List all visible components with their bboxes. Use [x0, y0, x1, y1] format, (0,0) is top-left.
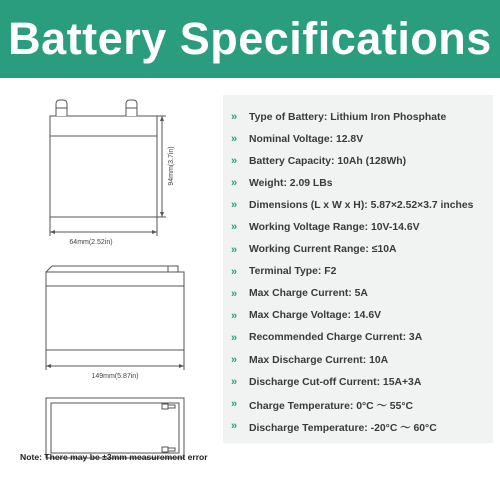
spec-text: Working Current Range: ≤10A [249, 244, 397, 256]
spec-item [231, 172, 493, 194]
measurement-note: Note: There may be ±3mm measurement error [20, 452, 208, 462]
chevron-bullet-icon: » [231, 221, 238, 234]
chevron-bullet-icon: » [231, 199, 238, 212]
front-view-diagram [50, 100, 166, 236]
spec-item [231, 261, 493, 283]
side-view-diagram [46, 266, 184, 370]
spec-text: Charge Temperature: 0°C ～ 55°C [249, 400, 414, 412]
spec-item [231, 150, 493, 172]
spec-list [231, 106, 493, 437]
height-dimension-label: 94mm(3.7in) [168, 146, 175, 186]
spec-text: Max Discharge Current: 10A [249, 354, 389, 366]
spec-item [231, 106, 493, 128]
spec-item [231, 327, 493, 349]
chevron-bullet-icon: » [231, 265, 238, 278]
chevron-bullet-icon: » [231, 354, 238, 367]
spec-item [231, 194, 493, 216]
chevron-bullet-icon: » [231, 177, 238, 190]
chevron-bullet-icon: » [231, 155, 238, 168]
spec-item [231, 349, 493, 371]
chevron-bullet-icon: » [231, 111, 238, 123]
spec-text: Dimensions (L x W x H): 5.87×2.52×3.7 inches [249, 199, 474, 211]
length-dimension-label: 149mm(5.87in) [91, 373, 139, 380]
spec-text: Weight: 2.09 LBs [249, 177, 333, 189]
spec-text: Terminal Type: F2 [249, 266, 337, 278]
spec-text: Max Charge Voltage: 14.6V [249, 310, 382, 322]
chevron-bullet-icon: » [231, 309, 238, 322]
spec-item [231, 239, 493, 261]
spec-item [231, 415, 493, 437]
spec-text: Nominal Voltage: 12.8V [249, 133, 364, 145]
spec-text: Max Charge Current: 5A [249, 288, 368, 300]
chevron-bullet-icon: » [231, 420, 238, 433]
spec-text: Recommended Charge Current: 3A [249, 332, 423, 344]
chevron-bullet-icon: » [231, 287, 238, 300]
chevron-bullet-icon: » [231, 133, 238, 146]
page-title: Battery Specifications [8, 13, 492, 64]
chevron-bullet-icon: » [231, 243, 238, 256]
chevron-bullet-icon: » [231, 376, 238, 389]
top-view-diagram [46, 398, 184, 458]
spec-item [231, 371, 493, 393]
spec-text: Working Voltage Range: 10V-14.6V [249, 221, 420, 233]
spec-item [231, 283, 493, 305]
chevron-bullet-icon: » [231, 398, 238, 411]
chevron-bullet-icon: » [231, 331, 238, 344]
spec-text: Battery Capacity: 10Ah (128Wh) [249, 155, 407, 167]
spec-text: Discharge Temperature: -20°C ～ 60°C [249, 422, 437, 434]
spec-item [231, 216, 493, 238]
spec-item [231, 393, 493, 415]
spec-text: Discharge Cut-off Current: 15A+3A [249, 376, 422, 388]
width-dimension-label: 64mm(2.52in) [69, 239, 113, 246]
spec-item [231, 128, 493, 150]
spec-item [231, 305, 493, 327]
spec-text: Type of Battery: Lithium Iron Phosphate [249, 111, 447, 123]
